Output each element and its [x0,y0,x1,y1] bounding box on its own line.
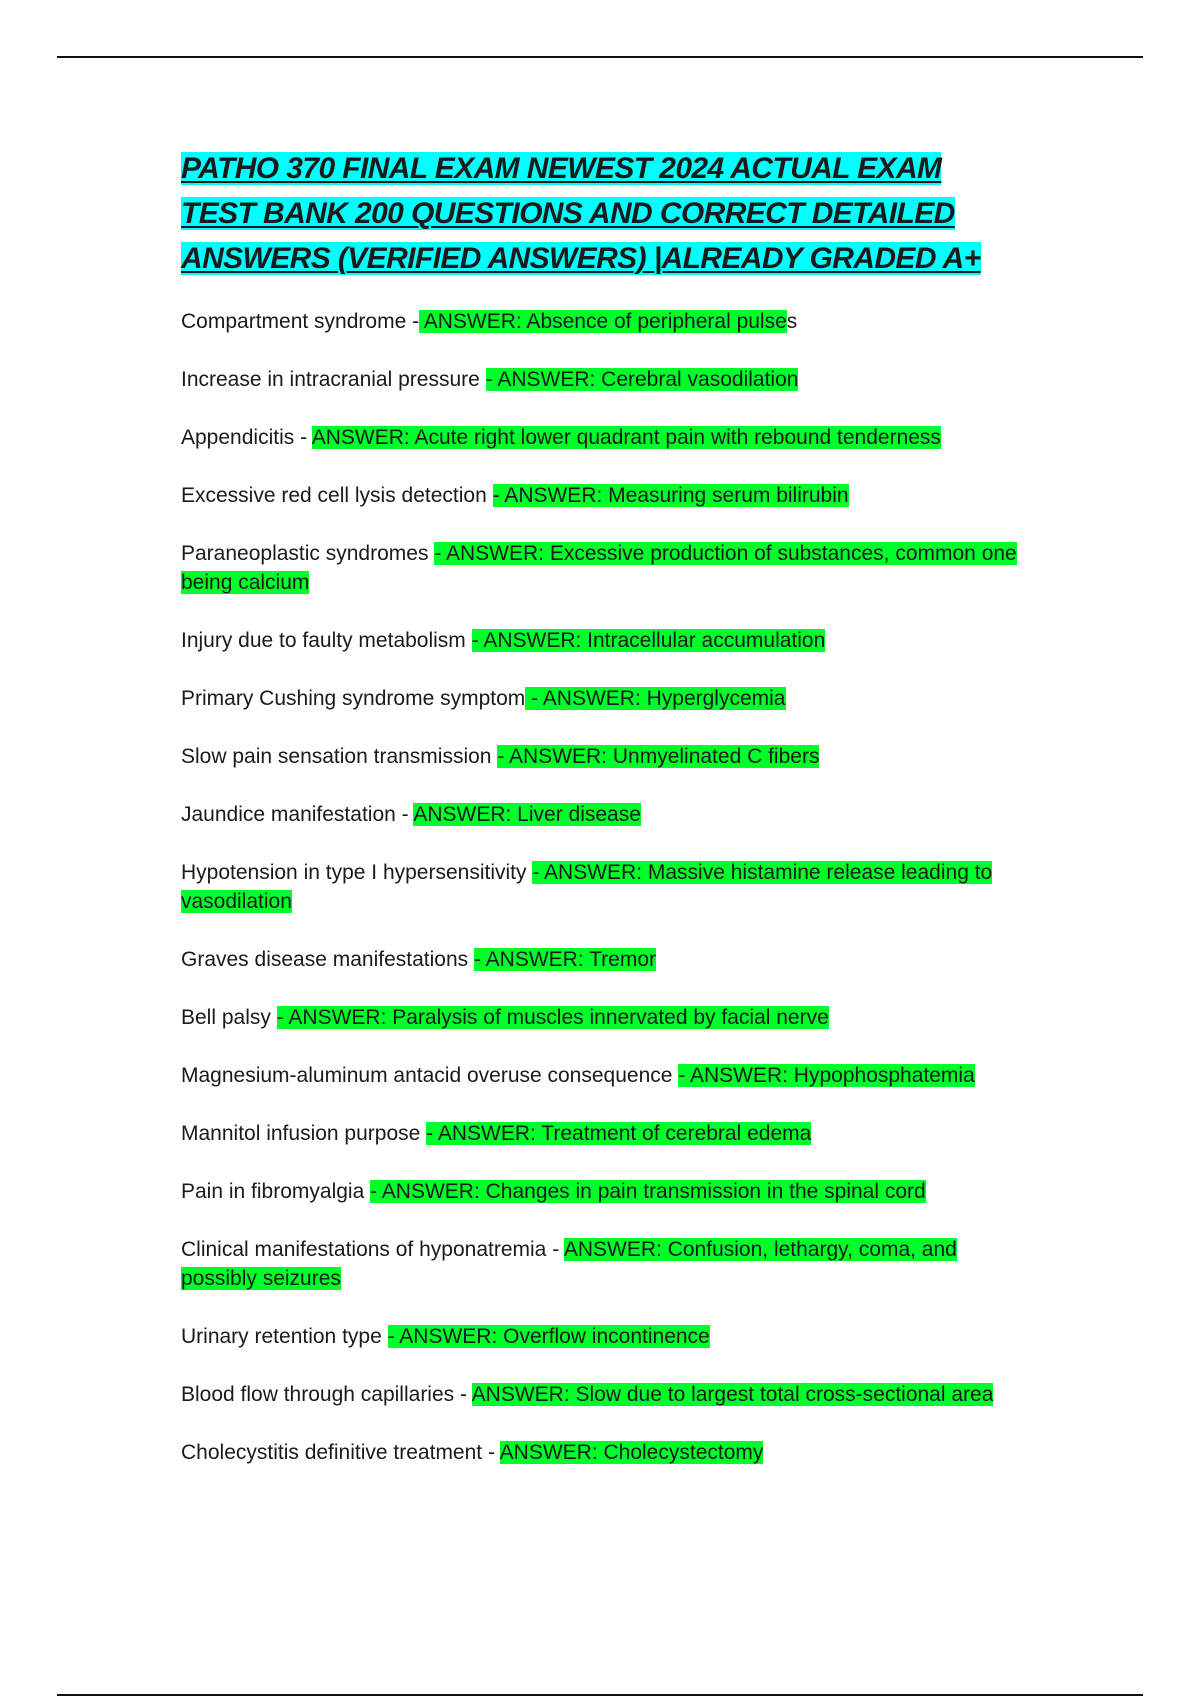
qa-item [181,684,1021,713]
question-text: Injury due to faulty metabolism [181,629,466,652]
qa-item [181,423,1021,452]
qa-item [181,1003,1021,1032]
question-text: Excessive red cell lysis detection [181,484,487,507]
question-separator: - [294,426,312,449]
qa-item [181,1235,1021,1293]
document-body [181,146,1021,1496]
question-text: Jaundice manifestation [181,803,396,826]
qa-item [181,945,1021,974]
question-text: Slow pain sensation transmission [181,745,492,768]
question-text: Blood flow through capillaries [181,1383,455,1406]
question-separator: - [406,310,420,333]
header-rule [57,56,1143,58]
question-separator: - [482,1441,500,1464]
question-text: Pain in fibromyalgia [181,1180,365,1203]
answer-text: - ANSWER: Excessive production of substances, common one being calcium [181,542,1017,594]
question-text: Increase in intracranial pressure [181,368,480,391]
answer-text: - ANSWER: Overflow incontinence [387,1325,710,1348]
qa-item [181,1380,1021,1409]
answer-tail: s [786,310,798,333]
answer-text: - ANSWER: Changes in pain transmission in the spinal cord [370,1180,926,1203]
answer-text: ANSWER: Confusion, lethargy, coma, and possibly seizures [181,1238,957,1290]
answer-text: - ANSWER: Tremor [473,948,657,971]
answer-text: - ANSWER: Massive histamine release leading to vasodilation [181,861,993,913]
qa-item [181,1438,1021,1467]
qa-item [181,742,1021,771]
question-text: Magnesium-aluminum antacid overuse consequence [181,1064,673,1087]
question-separator: - [454,1383,472,1406]
document-title [181,146,1021,281]
question-text: Cholecystitis definitive treatment [181,1441,483,1464]
answer-text: ANSWER: Absence of peripheral pulse [419,310,787,333]
question-text: Compartment syndrome [181,310,407,333]
qa-item [181,1177,1021,1206]
qa-item [181,800,1021,829]
qa-item [181,1061,1021,1090]
qa-item [181,626,1021,655]
qa-item [181,365,1021,394]
answer-text: - ANSWER: Hypophosphatemia [678,1064,975,1087]
question-text: Primary Cushing syndrome symptom [181,687,526,710]
answer-text: - ANSWER: Cerebral vasodilation [485,368,799,391]
question-separator: - [395,803,414,826]
qa-item [181,858,1021,916]
qa-item [181,539,1021,597]
question-text: Mannitol infusion purpose [181,1122,421,1145]
question-text: Paraneoplastic syndromes [181,542,429,565]
question-separator [487,484,493,507]
answer-text: ANSWER: Acute right lower quadrant pain with rebound tenderness [311,426,941,449]
question-separator [382,1325,388,1348]
qa-item [181,1119,1021,1148]
answer-text: ANSWER: Liver disease [413,803,641,826]
qa-item [181,481,1021,510]
answer-text: - ANSWER: Intracellular accumulation [471,629,826,652]
answer-text: - ANSWER: Unmyelinated C fibers [497,745,820,768]
question-text: Hypotension in type I hypersensitivity [181,861,527,884]
question-separator: - [546,1238,564,1261]
question-text: Urinary retention type [181,1325,382,1348]
question-separator [466,629,472,652]
qa-item [181,307,1021,336]
answer-text: - ANSWER: Treatment of cerebral edema [426,1122,812,1145]
document-title-text: PATHO 370 FINAL EXAM NEWEST 2024 ACTUAL EXAM TEST BANK 200 QUESTIONS AND CORRECT DETAILED ANSWERS (VERIFIED ANSWERS) |ALREADY GRADED A+ [181,152,981,275]
question-text: Graves disease manifestations [181,948,469,971]
question-text: Bell palsy [181,1006,271,1029]
question-text: Appendicitis [181,426,295,449]
answer-text: - ANSWER: Measuring serum bilirubin [492,484,849,507]
answer-text: ANSWER: Slow due to largest total cross-sectional area [471,1383,994,1406]
question-separator [271,1006,277,1029]
qa-item [181,1322,1021,1351]
answer-text: - ANSWER: Hyperglycemia [525,687,786,710]
answer-text: - ANSWER: Paralysis of muscles innervated by facial nerve [276,1006,829,1029]
question-text: Clinical manifestations of hyponatremia [181,1238,547,1261]
qa-list [181,307,1021,1467]
question-separator [480,368,486,391]
footer-rule [57,1694,1143,1696]
answer-text: ANSWER: Cholecystectomy [499,1441,764,1464]
